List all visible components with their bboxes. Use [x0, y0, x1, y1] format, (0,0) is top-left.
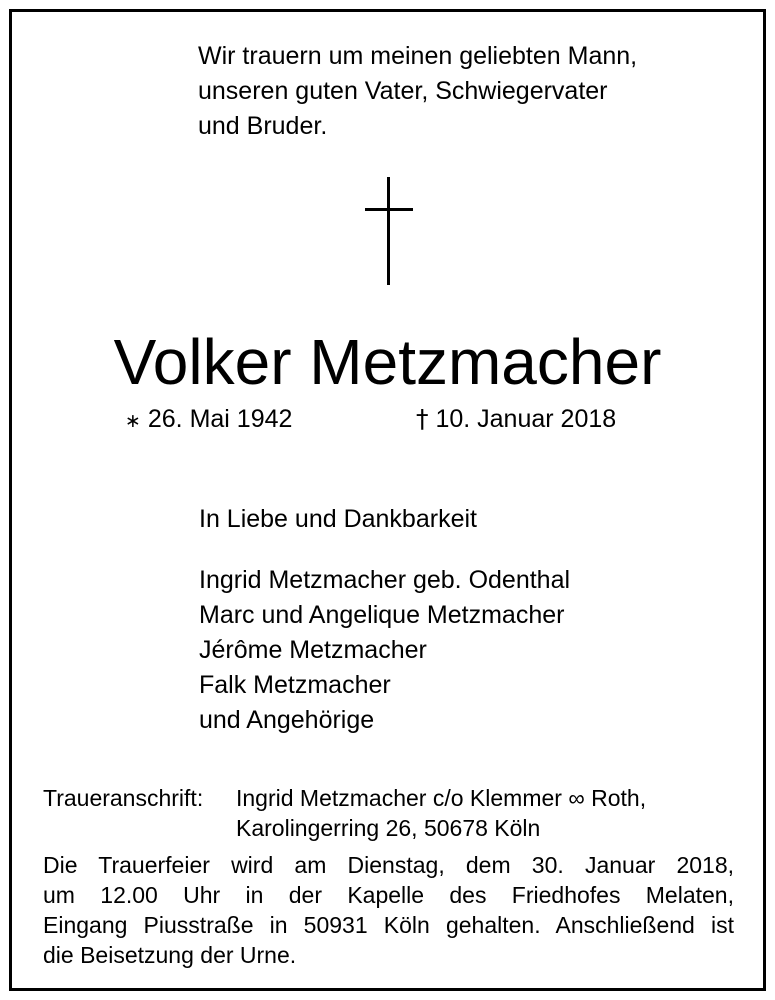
deceased-name: Volker Metzmacher: [113, 326, 662, 398]
birth-symbol-icon: ∗: [125, 410, 141, 432]
service-line: um 12.00 Uhr in der Kapelle des Friedhofes Melaten,: [43, 882, 734, 908]
service-line: Eingang Piusstraße in 50931 Köln gehalten. Anschließend ist: [43, 912, 734, 938]
cross-vertical-bar: [387, 177, 390, 285]
address-label: Traueranschrift:: [43, 785, 204, 811]
funeral-service-info: [43, 850, 734, 970]
death-date-text: 10. Januar 2018: [435, 405, 617, 433]
family-member: Ingrid Metzmacher geb. Odenthal: [199, 566, 571, 594]
family-heading: In Liebe und Dankbarkeit: [199, 505, 477, 533]
address-line: Karolingerring 26, 50678 Köln: [236, 815, 541, 841]
family-member: Jérôme Metzmacher: [199, 636, 427, 664]
intro-line: Wir trauern um meinen geliebten Mann,: [198, 42, 638, 70]
family-member: und Angehörige: [199, 706, 375, 734]
intro-text: [198, 39, 718, 144]
intro-line: unseren guten Vater, Schwiegervater: [198, 77, 608, 105]
family-member: Falk Metzmacher: [199, 671, 391, 699]
family-section: [199, 502, 739, 738]
service-line: die Beisetzung der Urne.: [43, 942, 297, 968]
birth-date: [125, 402, 292, 438]
cross-icon: [365, 177, 413, 285]
family-member: Marc und Angelique Metzmacher: [199, 601, 565, 629]
obituary-notice: [9, 9, 766, 991]
cross-horizontal-bar: [365, 208, 413, 211]
address-line: Ingrid Metzmacher c/o Klemmer ∞ Roth,: [236, 785, 647, 811]
mourning-address: [43, 783, 743, 843]
intro-line: und Bruder.: [198, 112, 328, 140]
service-line: Die Trauerfeier wird am Dienstag, dem 30. Januar 2018,: [43, 852, 734, 878]
death-symbol-icon: †: [416, 404, 429, 433]
birth-date-text: 26. Mai 1942: [147, 405, 293, 433]
death-date: [416, 402, 616, 436]
